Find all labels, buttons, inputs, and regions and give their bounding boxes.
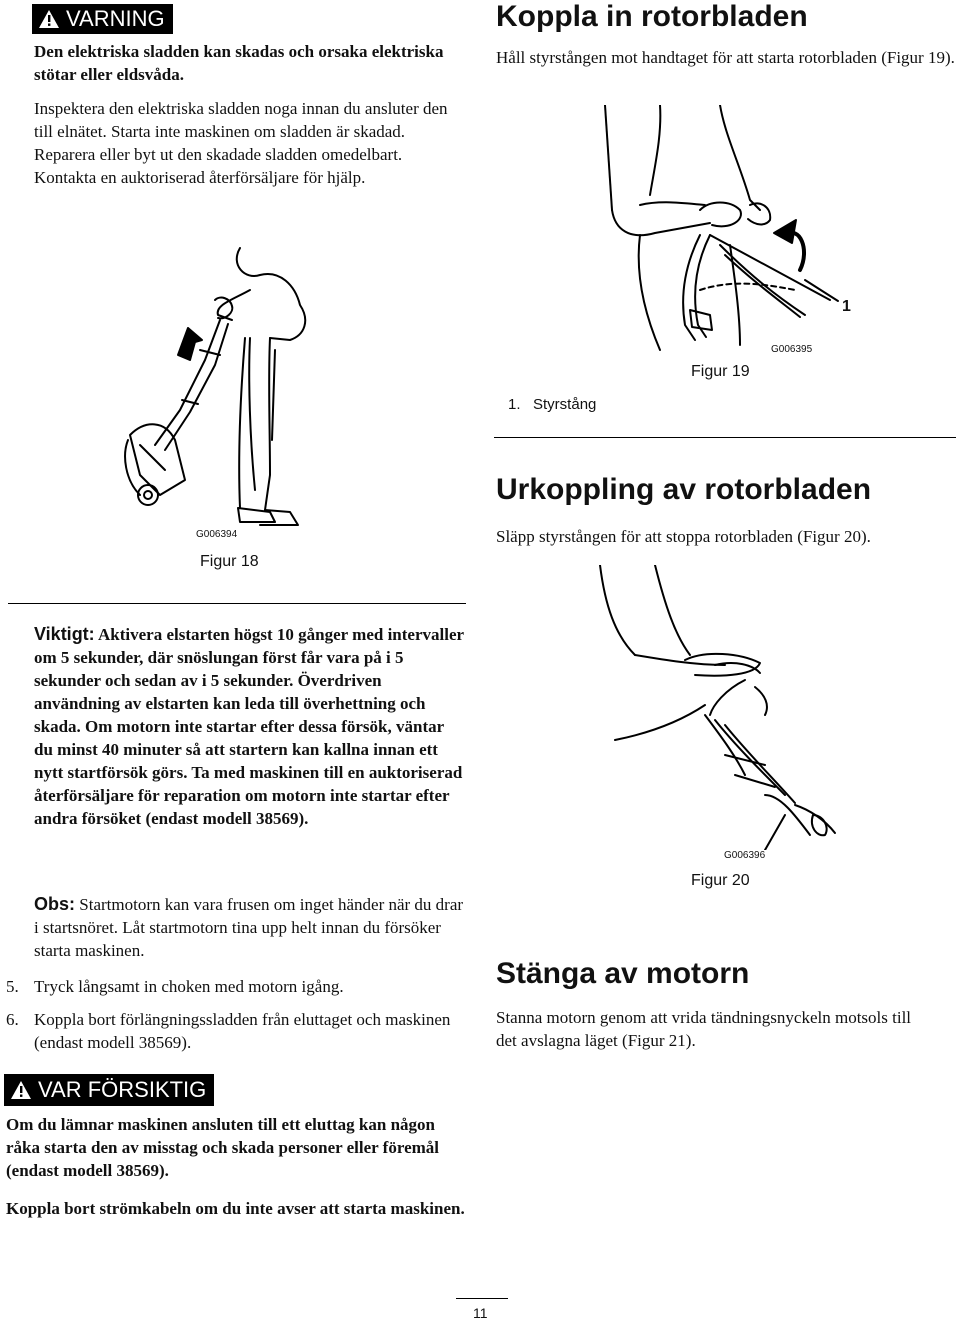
- step-5-text: Tryck långsamt in choken med motorn igång.: [34, 977, 344, 996]
- figure-19-illustration: [600, 105, 860, 370]
- disengage-heading: Urkoppling av rotorbladen: [496, 473, 872, 506]
- note-label: Obs:: [34, 894, 76, 914]
- caution-badge: [4, 1074, 214, 1106]
- warning-badge: [32, 4, 173, 34]
- disengage-text: Släpp styrstången för att stoppa rotorbladen (Figur 20).: [496, 527, 871, 546]
- step-6-text: Koppla bort förlängningssladden från eluttaget och maskinen (endast modell 38569).: [34, 1010, 451, 1052]
- figure-19-caption: Figur 19: [691, 363, 750, 380]
- important-label: Viktigt:: [34, 624, 95, 644]
- caution-text-1: Om du lämnar maskinen ansluten till ett eluttag kan någon råka starta den av misstag och skada personer eller föremål (endast modell 38569).: [6, 1115, 439, 1180]
- stop-engine-heading: Stänga av motorn: [496, 957, 750, 990]
- section-divider-right: [494, 437, 956, 438]
- figure-20-code: G006396: [724, 850, 766, 861]
- stop-engine-text: Stanna motorn genom att vrida tändningsnyckeln motsols till det avslagna läget (Figur 21).: [496, 1008, 912, 1050]
- figure-19-code: G006395: [771, 344, 813, 355]
- important-paragraph: [34, 623, 466, 830]
- engage-heading: Koppla in rotorbladen: [496, 0, 808, 33]
- section-divider-left: [8, 603, 466, 604]
- step-5-number: 5.: [6, 977, 19, 996]
- warning-triangle-icon: [38, 9, 60, 29]
- caution-badge-label: VAR FÖRSIKTIG: [38, 1077, 207, 1102]
- step-6-number: 6.: [6, 1010, 19, 1029]
- step-5: [6, 975, 466, 998]
- step-6: [6, 1008, 466, 1054]
- figure-20-caption: Figur 20: [691, 872, 750, 889]
- figure-18-caption: Figur 18: [200, 553, 259, 570]
- warning-badge-label: VARNING: [66, 6, 165, 31]
- important-text: Aktivera elstarten högst 10 gånger med intervaller om 5 sekunder, där snöslungan först får vara på i 5 sekunder och sedan av i 5 sekunder. Överdriven användning av elstarten kan leda till överhettning och skada. Om motorn inte startar efter dessa försök, väntar du minst 40 minuter så att startern kan kallna innan ett nytt startförsök görs. Ta med maskinen till en auktoriserad återförsäljare för reparation om motorn inte startar efter andra försöket (endast modell 38569).: [34, 625, 464, 828]
- note-text: Startmotorn kan vara frusen om inget händer när du drar i startsnöret. Låt startmotorn tina upp helt innan du försöker starta maskinen.: [34, 895, 464, 960]
- figure-19-legend: 1. Styrstång: [508, 396, 597, 413]
- engage-text: Håll styrstången mot handtaget för att starta rotorbladen (Figur 19).: [496, 48, 955, 67]
- figure-18-illustration: [120, 240, 320, 560]
- note-paragraph: [34, 893, 466, 962]
- page-number: 11: [473, 1305, 488, 1321]
- warning-text-1: Den elektriska sladden kan skadas och orsaka elektriska stötar eller eldsvåda.: [34, 42, 444, 84]
- figure-18-code: G006394: [196, 529, 238, 540]
- footer-rule: [456, 1298, 508, 1299]
- figure-19-callout: 1: [842, 298, 851, 315]
- warning-text-2: Inspektera den elektriska sladden noga innan du ansluter den till elnätet. Starta inte maskinen om sladden är skadad. Reparera eller byt ut den skadade sladden omedelbart. Kontakta en auktoriserad återförsäljare för hjälp.: [34, 99, 448, 187]
- caution-text-2: Koppla bort strömkabeln om du inte avser att starta maskinen.: [6, 1199, 465, 1218]
- warning-triangle-icon: [10, 1080, 32, 1100]
- figure-20-illustration: [595, 565, 840, 850]
